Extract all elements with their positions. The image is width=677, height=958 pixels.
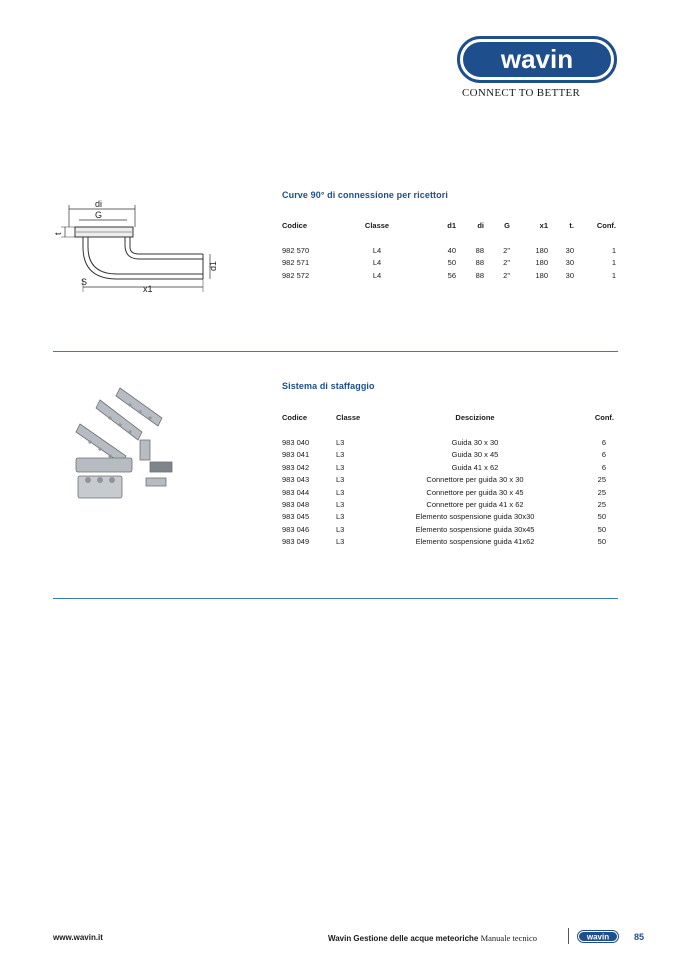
table-cell: 983 042 — [282, 462, 310, 472]
table-cell: 982 572 — [282, 270, 310, 280]
table-cell: Elemento sospensione guida 30x45 — [415, 524, 535, 534]
table-cell: L4 — [372, 246, 382, 255]
table-cell: Guida 30 x 45 — [451, 450, 499, 460]
col-header: t. — [569, 221, 574, 230]
table-cell: 6 — [601, 462, 606, 472]
svg-text:S: S — [81, 277, 88, 287]
table-cell: 50 — [597, 512, 606, 522]
footer-title-regular: Manuale tecnico — [480, 933, 537, 943]
table-row — [282, 512, 616, 524]
table-cell: 983 044 — [282, 487, 310, 497]
table-cell: L4 — [372, 270, 382, 280]
table-header-row — [282, 413, 616, 426]
footer-url[interactable]: www.wavin.it — [53, 933, 103, 942]
footer-separator — [568, 928, 569, 944]
col-header: x1 — [539, 221, 548, 230]
wavin-logo — [457, 36, 617, 83]
table-cell: 88 — [475, 246, 484, 255]
table-cell: 983 049 — [282, 537, 310, 547]
table-cell: L3 — [336, 537, 345, 547]
svg-text:x1: x1 — [143, 284, 153, 294]
table-cell: 983 046 — [282, 524, 310, 534]
table-cell: 30 — [565, 258, 574, 268]
table-row — [282, 258, 616, 270]
table-cell: L3 — [336, 462, 345, 472]
svg-text:t: t — [53, 232, 63, 235]
section-divider — [53, 598, 618, 599]
table-cell: 6 — [601, 438, 606, 447]
table-cell: 1 — [611, 246, 616, 255]
table-cell: Elemento sospensione guida 41x62 — [415, 537, 535, 547]
table-cell: Guida 41 x 62 — [451, 462, 499, 472]
footer-wavin-logo — [577, 930, 619, 943]
table-cell: Connettore per guida 41 x 62 — [426, 499, 524, 509]
section-title-curve: Curve 90° di connessione per ricettori — [282, 190, 448, 200]
page-number: 85 — [634, 932, 645, 942]
col-header: Codice — [282, 413, 308, 422]
table-cell: L4 — [372, 258, 382, 268]
table-cell: 25 — [597, 487, 606, 497]
table-cell: L3 — [336, 499, 345, 509]
table-cell: 2" — [503, 258, 510, 268]
table-cell: 6 — [601, 450, 606, 460]
table-cell: 982 571 — [282, 258, 310, 268]
table-row — [282, 450, 616, 462]
table-cell: 983 041 — [282, 450, 310, 460]
col-header: Conf. — [594, 413, 614, 422]
table-cell: L3 — [336, 524, 345, 534]
table-row — [282, 525, 616, 537]
table-cell: 1 — [611, 258, 616, 268]
table-row — [282, 537, 616, 549]
table-row — [282, 500, 616, 512]
table-cell: 30 — [565, 270, 574, 280]
table-cell: L3 — [336, 475, 345, 485]
col-header: Conf. — [596, 221, 616, 230]
footer-doc-title — [328, 933, 537, 943]
table-cell: 2" — [503, 246, 510, 255]
table-cell: 40 — [447, 246, 456, 255]
table-row — [282, 271, 616, 283]
table-cell: Guida 30 x 30 — [451, 438, 499, 447]
table-cell: 88 — [475, 270, 484, 280]
col-header: Classe — [336, 413, 361, 422]
table-cell: L3 — [336, 512, 345, 522]
col-header: d1 — [447, 221, 456, 230]
table-cell: Connettore per guida 30 x 45 — [426, 487, 524, 497]
table-cell: 25 — [597, 475, 606, 485]
table-cell: 180 — [535, 270, 548, 280]
table-cell: L3 — [336, 450, 345, 460]
table-cell: Elemento sospensione guida 30x30 — [415, 512, 535, 522]
svg-text:G: G — [95, 210, 103, 220]
table-cell: 983 043 — [282, 475, 310, 485]
section-divider — [53, 351, 618, 352]
table-cell: 983 045 — [282, 512, 310, 522]
staffaggio-spec-table — [282, 413, 616, 550]
col-header: di — [477, 221, 484, 230]
table-cell: 50 — [447, 258, 456, 268]
table-cell: 2" — [503, 270, 510, 280]
curve-spec-table — [282, 221, 616, 283]
svg-text:d1: d1 — [208, 260, 218, 271]
brand-tagline: CONNECT TO BETTER — [462, 87, 581, 99]
bend-dimension-diagram — [55, 197, 220, 297]
table-cell: 180 — [535, 246, 548, 255]
table-cell: 88 — [475, 258, 484, 268]
svg-text:wavin: wavin — [586, 932, 610, 942]
table-row — [282, 475, 616, 487]
table-cell: 983 048 — [282, 499, 310, 509]
table-header-row — [282, 221, 616, 234]
table-cell: 56 — [447, 270, 456, 280]
col-header: Codice — [282, 221, 308, 230]
table-cell: 983 040 — [282, 438, 310, 447]
col-header: G — [504, 221, 510, 230]
svg-text:di: di — [95, 199, 103, 209]
col-header: Descizione — [455, 413, 495, 422]
footer-title-bold: Wavin Gestione delle acque meteoriche — [327, 934, 479, 943]
table-cell: Connettore per guida 30 x 30 — [426, 475, 524, 485]
mounting-system-photo — [70, 380, 180, 515]
table-cell: L3 — [336, 438, 345, 447]
table-cell: 1 — [611, 270, 616, 280]
table-row — [282, 246, 616, 258]
table-row — [282, 463, 616, 475]
table-cell: L3 — [336, 487, 345, 497]
table-cell: 180 — [535, 258, 548, 268]
table-row — [282, 488, 616, 500]
table-cell: 30 — [565, 246, 574, 255]
table-row — [282, 438, 616, 450]
table-cell: 25 — [597, 499, 606, 509]
section-title-staffaggio: Sistema di staffaggio — [282, 381, 375, 391]
svg-text:wavin: wavin — [500, 44, 574, 74]
col-header: Classe — [364, 221, 390, 230]
table-cell: 50 — [597, 537, 606, 547]
table-cell: 50 — [597, 524, 606, 534]
table-cell: 982 570 — [282, 246, 310, 255]
